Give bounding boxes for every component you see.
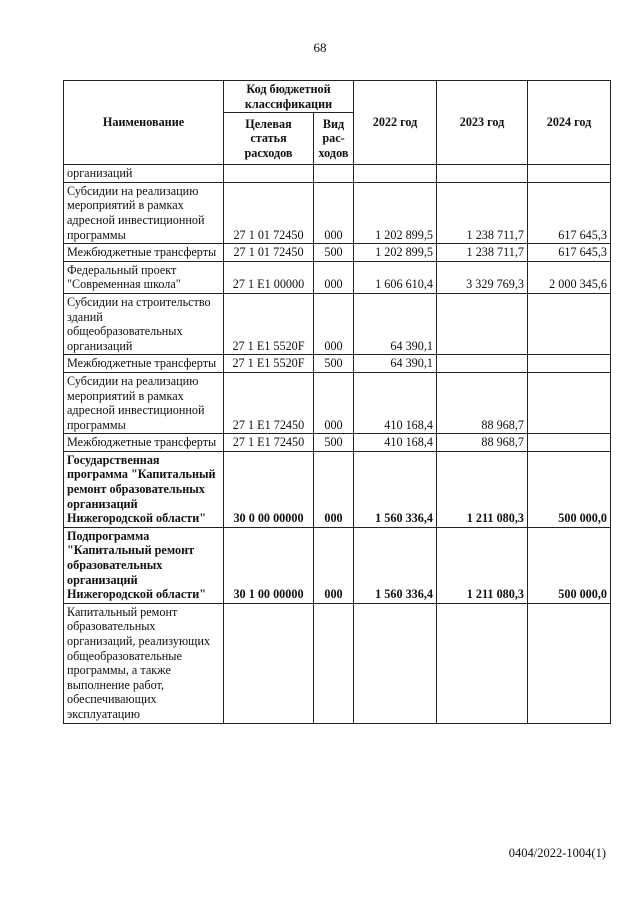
row-value-2023: 88 968,7 [437, 372, 528, 433]
row-name: Межбюджетные трансферты [64, 244, 224, 262]
row-value-2022: 410 168,4 [354, 434, 437, 452]
row-value-2023: 88 968,7 [437, 434, 528, 452]
row-value-2023: 3 329 769,3 [437, 261, 528, 293]
row-expense-type: 500 [314, 434, 354, 452]
table-row [64, 182, 611, 243]
row-name: Государственная программа "Капитальный ремонт образовательных организаций Нижегородской области" [64, 451, 224, 527]
row-value-2024: 617 645,3 [528, 244, 611, 262]
row-target-code: 27 1 01 72450 [224, 244, 314, 262]
row-name: организаций [64, 165, 224, 183]
document-code: 0404/2022-1004(1) [508, 846, 606, 860]
header-target-article: Целевая статья расходов [224, 113, 314, 165]
table-row [64, 372, 611, 433]
row-value-2023 [437, 355, 528, 373]
row-target-code: 27 1 E1 00000 [224, 261, 314, 293]
row-value-2022: 64 390,1 [354, 293, 437, 354]
row-name: Субсидии на реализацию мероприятий в рамках адресной инвестиционной программы [64, 182, 224, 243]
header-2022: 2022 год [354, 81, 437, 165]
row-value-2022: 1 202 899,5 [354, 244, 437, 262]
row-value-2024: 2 000 345,6 [528, 261, 611, 293]
budget-table [63, 80, 611, 724]
row-target-code [224, 603, 314, 723]
row-value-2024 [528, 165, 611, 183]
table-row [64, 293, 611, 354]
row-target-code: 30 0 00 00000 [224, 451, 314, 527]
row-target-code: 27 1 E1 5520F [224, 355, 314, 373]
row-value-2024 [528, 603, 611, 723]
header-name: Наименование [64, 81, 224, 165]
row-value-2022: 64 390,1 [354, 355, 437, 373]
row-value-2023: 1 238 711,7 [437, 244, 528, 262]
row-expense-type: 500 [314, 244, 354, 262]
row-value-2022 [354, 165, 437, 183]
row-target-code: 30 1 00 00000 [224, 527, 314, 603]
row-expense-type [314, 165, 354, 183]
table-row [64, 451, 611, 527]
row-target-code [224, 165, 314, 183]
row-name: Субсидии на строительство зданий общеобразовательных организаций [64, 293, 224, 354]
row-expense-type: 000 [314, 451, 354, 527]
row-value-2023 [437, 293, 528, 354]
row-expense-type: 000 [314, 293, 354, 354]
header-2024: 2024 год [528, 81, 611, 165]
row-target-code: 27 1 E1 72450 [224, 372, 314, 433]
table-row [64, 603, 611, 723]
row-target-code: 27 1 E1 5520F [224, 293, 314, 354]
row-name: Субсидии на реализацию мероприятий в рамках адресной инвестиционной программы [64, 372, 224, 433]
row-expense-type [314, 603, 354, 723]
row-value-2022: 1 606 610,4 [354, 261, 437, 293]
row-value-2022: 1 202 899,5 [354, 182, 437, 243]
row-expense-type: 000 [314, 182, 354, 243]
row-name: Капитальный ремонт образовательных организаций, реализующих общеобразовательные программы, а также выполнение работ, обеспечивающих эксплуатацию [64, 603, 224, 723]
row-value-2024 [528, 355, 611, 373]
row-value-2022: 1 560 336,4 [354, 451, 437, 527]
table-row [64, 244, 611, 262]
table-row [64, 355, 611, 373]
row-expense-type: 000 [314, 261, 354, 293]
table-row [64, 434, 611, 452]
row-expense-type: 000 [314, 372, 354, 433]
row-value-2023: 1 211 080,3 [437, 451, 528, 527]
row-name: Межбюджетные трансферты [64, 434, 224, 452]
row-value-2023: 1 238 711,7 [437, 182, 528, 243]
row-expense-type: 000 [314, 527, 354, 603]
row-value-2024 [528, 434, 611, 452]
row-value-2024: 500 000,0 [528, 527, 611, 603]
header-expense-type: Вид рас-ходов [314, 113, 354, 165]
row-value-2023 [437, 165, 528, 183]
row-value-2023 [437, 603, 528, 723]
row-target-code: 27 1 01 72450 [224, 182, 314, 243]
row-value-2024: 500 000,0 [528, 451, 611, 527]
header-2023: 2023 год [437, 81, 528, 165]
row-value-2024: 617 645,3 [528, 182, 611, 243]
header-code-group: Код бюджетной классификации [224, 81, 354, 113]
table-row [64, 527, 611, 603]
page-number: 68 [313, 40, 327, 55]
table-row [64, 165, 611, 183]
row-target-code: 27 1 E1 72450 [224, 434, 314, 452]
table-row [64, 261, 611, 293]
row-value-2023: 1 211 080,3 [437, 527, 528, 603]
row-name: Подпрограмма "Капитальный ремонт образовательных организаций Нижегородской области" [64, 527, 224, 603]
row-expense-type: 500 [314, 355, 354, 373]
row-name: Межбюджетные трансферты [64, 355, 224, 373]
row-name: Федеральный проект "Современная школа" [64, 261, 224, 293]
row-value-2022 [354, 603, 437, 723]
row-value-2022: 410 168,4 [354, 372, 437, 433]
row-value-2022: 1 560 336,4 [354, 527, 437, 603]
row-value-2024 [528, 293, 611, 354]
row-value-2024 [528, 372, 611, 433]
